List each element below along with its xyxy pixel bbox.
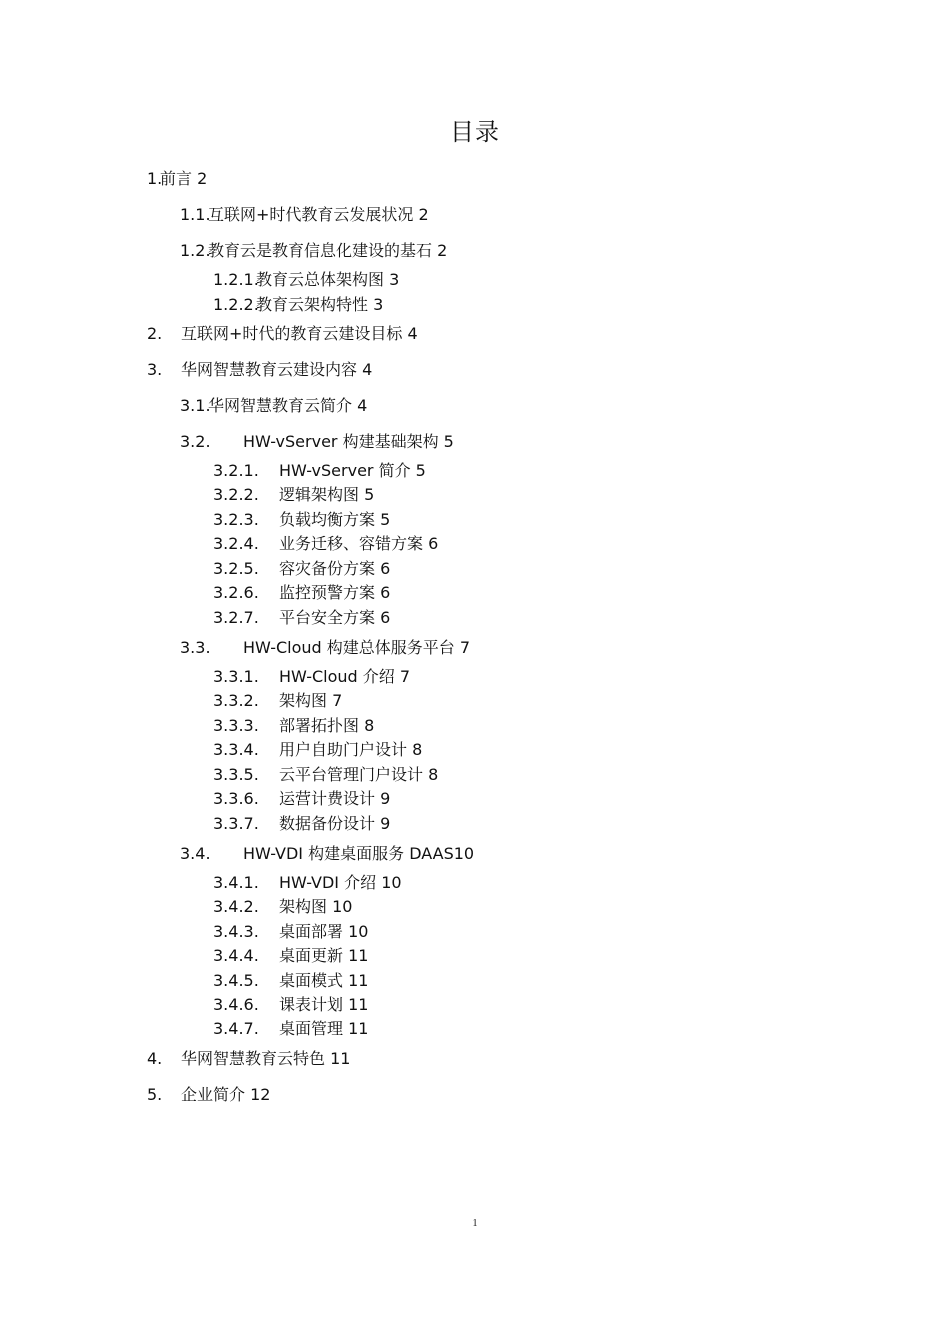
- toc-text: 运营计费设计 9: [279, 789, 391, 808]
- toc-number: 3.2.5.: [213, 559, 259, 578]
- toc-number: 3.2.3.: [213, 510, 259, 529]
- toc-number: 3.3.1.: [213, 667, 259, 686]
- toc-number: 3.3.7.: [213, 814, 259, 833]
- toc-number: 3.4.7.: [213, 1019, 259, 1038]
- toc-text: 桌面部署 10: [279, 922, 369, 941]
- toc-text: 部署拓扑图 8: [279, 716, 375, 735]
- toc-number: 3.4.6.: [213, 995, 259, 1014]
- toc-text: 桌面模式 11: [279, 971, 369, 990]
- toc-number: 3.4.5.: [213, 971, 259, 990]
- toc-text: 容灾备份方案 6: [279, 559, 391, 578]
- toc-text: HW-vServer 构建基础架构 5: [243, 432, 454, 451]
- toc-text: 架构图 10: [279, 897, 353, 916]
- toc-text: 监控预警方案 6: [279, 583, 391, 602]
- toc-text: 业务迁移、容错方案 6: [279, 534, 439, 553]
- toc-number: 3.4.: [180, 844, 211, 863]
- toc-text: 华网智慧教育云简介 4: [208, 396, 368, 415]
- page-number: 1: [472, 1218, 478, 1229]
- toc-text: 华网智慧教育云建设内容 4: [181, 360, 373, 379]
- toc-number: 3.3.: [180, 638, 211, 657]
- toc-number: 1.2.: [180, 241, 211, 260]
- toc-number: 3.2.1.: [213, 461, 259, 480]
- toc-text: 互联网+时代教育云发展状况 2: [208, 205, 429, 224]
- toc-number: 3.2.2.: [213, 485, 259, 504]
- toc-text: 架构图 7: [279, 691, 343, 710]
- toc-number: 3.4.2.: [213, 897, 259, 916]
- toc-number: 3.2.4.: [213, 534, 259, 553]
- toc-text: 教育云总体架构图 3: [256, 270, 400, 289]
- toc-text: 数据备份设计 9: [279, 814, 391, 833]
- toc-number: 1.: [147, 169, 163, 188]
- toc-text: HW-Cloud 构建总体服务平台 7: [243, 638, 471, 657]
- toc-text: 云平台管理门户设计 8: [279, 765, 439, 784]
- toc-number: 3.3.2.: [213, 691, 259, 710]
- toc-text: 前言 2: [160, 169, 208, 188]
- toc-number: 4.: [147, 1049, 163, 1068]
- toc-number: 3.3.4.: [213, 740, 259, 759]
- toc-text: 用户自助门户设计 8: [279, 740, 423, 759]
- toc-text: 课表计划 11: [279, 995, 369, 1014]
- toc-text: 教育云是教育信息化建设的基石 2: [208, 241, 448, 260]
- toc-number: 2.: [147, 324, 163, 343]
- toc-number: 1.2.2.: [213, 295, 259, 314]
- toc-number: 3.2.: [180, 432, 211, 451]
- toc-text: HW-VDI 介绍 10: [279, 873, 402, 892]
- toc-number: 3.3.3.: [213, 716, 259, 735]
- toc-text: 教育云架构特性 3: [256, 295, 384, 314]
- toc-text: 互联网+时代的教育云建设目标 4: [181, 324, 418, 343]
- toc-number: 3.4.4.: [213, 946, 259, 965]
- toc-number: 1.2.1.: [213, 270, 259, 289]
- toc-number: 3.2.6.: [213, 583, 259, 602]
- toc-text: HW-VDI 构建桌面服务 DAAS10: [243, 844, 475, 863]
- page-title: 目录: [450, 118, 500, 146]
- toc-text: 华网智慧教育云特色 11: [181, 1049, 351, 1068]
- toc-text: HW-Cloud 介绍 7: [279, 667, 411, 686]
- toc-text: 桌面管理 11: [279, 1019, 369, 1038]
- toc-number: 5.: [147, 1085, 163, 1104]
- toc-number: 3.3.5.: [213, 765, 259, 784]
- toc-number: 3.1.: [180, 396, 211, 415]
- toc-text: 桌面更新 11: [279, 946, 369, 965]
- toc-text: 负载均衡方案 5: [279, 510, 391, 529]
- toc-number: 3.2.7.: [213, 608, 259, 627]
- toc-text: 企业简介 12: [181, 1085, 271, 1104]
- toc-text: 平台安全方案 6: [279, 608, 391, 627]
- toc-number: 1.1.: [180, 205, 211, 224]
- toc-number: 3.: [147, 360, 163, 379]
- toc-number: 3.4.3.: [213, 922, 259, 941]
- toc-number: 3.3.6.: [213, 789, 259, 808]
- toc-text: HW-vServer 简介 5: [279, 461, 426, 480]
- toc-number: 3.4.1.: [213, 873, 259, 892]
- toc-text: 逻辑架构图 5: [279, 485, 375, 504]
